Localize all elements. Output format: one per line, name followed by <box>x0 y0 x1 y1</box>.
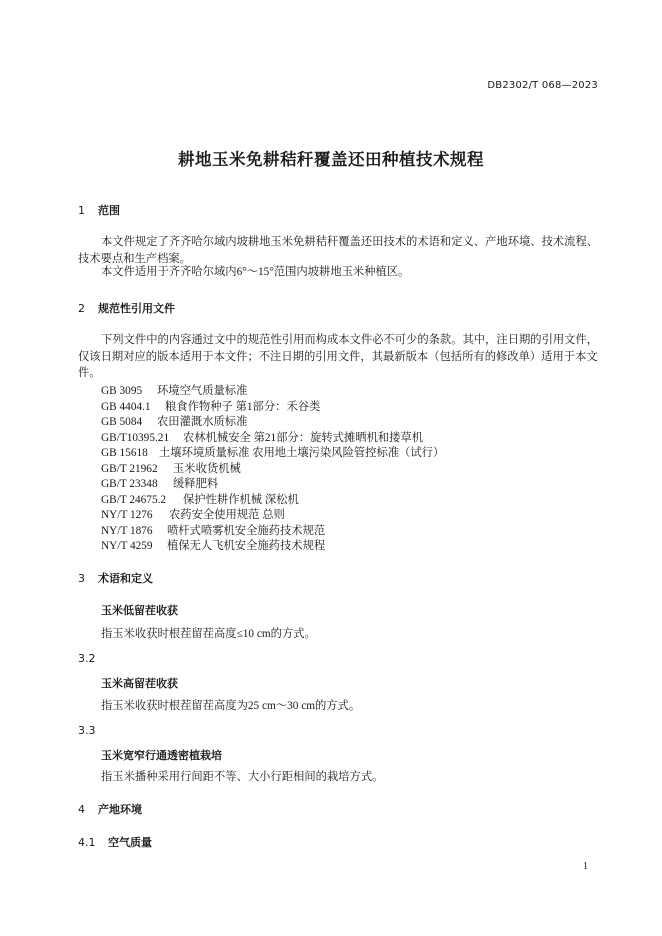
reference-title: 玉米收货机械 <box>173 462 241 475</box>
reference-code: NY/T 4259 <box>101 540 153 552</box>
reference-item <box>101 508 444 524</box>
section-3-heading <box>78 570 153 586</box>
section-number: 4 <box>78 803 85 816</box>
reference-code: GB 5084 <box>101 416 143 428</box>
document-code: DB2302/T 068—2023 <box>487 80 598 91</box>
clause-number: 3.3 <box>78 724 96 737</box>
subsection-title: 空气质量 <box>108 836 152 849</box>
section-number: 3 <box>78 572 85 585</box>
term-definition: 指玉米播种采用行间距不等、大小行距相间的栽培方式。 <box>101 771 384 783</box>
reference-title: 粮食作物种子 第1部分：禾谷类 <box>165 400 321 413</box>
reference-code: NY/T 1276 <box>101 509 153 521</box>
reference-title: 农田灌溉水质标准 <box>157 416 248 428</box>
reference-code: GB/T 21962 <box>101 462 158 475</box>
section-number: 2 <box>78 302 85 315</box>
section-title: 术语和定义 <box>98 572 153 585</box>
reference-title: 土壤环境质量标准 农用地土壤污染风险管控标准（试行） <box>159 447 445 459</box>
reference-item <box>101 462 444 478</box>
document-title: 耕地玉米免耕秸秆覆盖还田种植技术规程 <box>178 150 484 169</box>
page-number: 1 <box>583 861 588 872</box>
reference-code: GB 3095 <box>101 385 143 397</box>
term-title: 玉米低留茬收获 <box>101 604 178 617</box>
reference-title: 缓释肥料 <box>173 478 219 490</box>
section-1-heading <box>78 202 120 218</box>
reference-title: 喷杆式喷雾机安全施药技术规范 <box>167 524 326 537</box>
section-number: 1 <box>78 204 85 217</box>
reference-list <box>101 384 444 555</box>
reference-title: 环境空气质量标准 <box>157 385 248 397</box>
scope-paragraph-2: 本文件适用于齐齐哈尔域内6°～15°范围内坡耕地玉米种植区。 <box>101 266 410 278</box>
section-4-heading <box>78 801 142 817</box>
reference-title: 农林机械安全 第21部分：旋转式摊晒机和搂草机 <box>183 431 424 444</box>
reference-code: NY/T 1876 <box>101 524 153 537</box>
reference-code: GB/T 24675.2 <box>101 493 167 506</box>
reference-item <box>101 477 444 493</box>
reference-item <box>101 384 444 400</box>
reference-code: GB/T 23348 <box>101 478 158 490</box>
clause-number: 3.2 <box>78 652 96 665</box>
section-title: 规范性引用文件 <box>98 302 175 315</box>
term-title: 玉米高留茬收获 <box>101 677 178 690</box>
reference-title: 保护性耕作机械 深松机 <box>183 493 299 506</box>
reference-item <box>101 539 444 555</box>
section-title: 范围 <box>98 204 120 217</box>
reference-item <box>101 524 444 540</box>
reference-item <box>101 400 444 416</box>
section-title: 产地环境 <box>98 803 142 816</box>
subsection-number: 4.1 <box>78 836 96 849</box>
reference-code: GB 4404.1 <box>101 400 151 413</box>
term-definition: 指玉米收获时根茬留茬高度≤10 cm的方式。 <box>101 628 316 640</box>
reference-item <box>101 415 444 431</box>
subsection-4-1-heading <box>78 834 152 850</box>
scope-paragraph-1: 本文件规定了齐齐哈尔域内坡耕地玉米免耕秸秆覆盖还田技术的术语和定义、产地环境、技术流程、技术要点和生产档案。 <box>78 236 599 265</box>
reference-title: 农药安全使用规范 总则 <box>169 509 285 521</box>
term-definition: 指玉米收获时根茬留茬高度为25 cm～30 cm的方式。 <box>101 700 361 712</box>
reference-item <box>101 493 444 509</box>
reference-item <box>101 431 444 447</box>
reference-code: GB/T10395.21 <box>101 431 170 444</box>
term-title: 玉米宽窄行通透密植栽培 <box>101 749 222 762</box>
normative-references-paragraph: 下列文件中的内容通过文中的规范性引用而构成本文件必不可少的条款。其中，注日期的引用文件，仅该日期对应的版本适用于本文件；不注日期的引用文件，其最新版本（包括所有的修改单）适用于本文件。 <box>78 334 599 379</box>
reference-code: GB 15618 <box>101 447 148 459</box>
reference-item <box>101 446 444 462</box>
section-2-heading <box>78 300 175 316</box>
reference-title: 植保无人飞机安全施药技术规程 <box>167 540 326 552</box>
